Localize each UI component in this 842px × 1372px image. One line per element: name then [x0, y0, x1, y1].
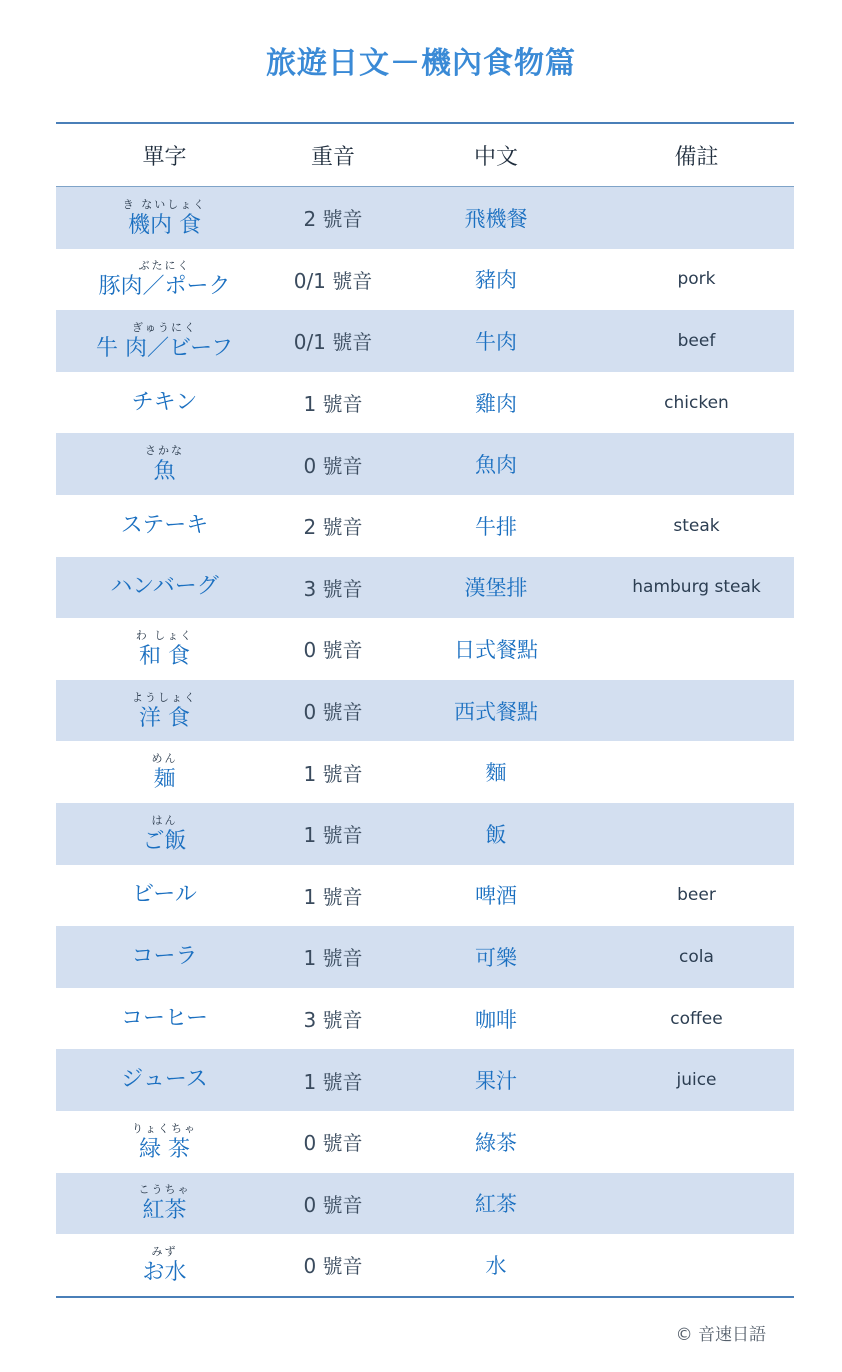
- word-cell: [56, 803, 273, 865]
- chinese-cell: 水: [485, 1253, 507, 1278]
- furigana: こうちゃ: [138, 1183, 191, 1197]
- note-cell: juice: [676, 1070, 717, 1091]
- japanese-word: 和 食: [139, 643, 190, 669]
- accent-cell: 0 號音: [303, 453, 363, 478]
- word-cell: [56, 1173, 273, 1235]
- copyright-footer: © 音速日語: [675, 1325, 766, 1345]
- accent-cell: 3 號音: [303, 1008, 363, 1033]
- header-word: 單字: [142, 144, 187, 170]
- table-row: [56, 1111, 794, 1173]
- table-row: [56, 926, 794, 988]
- note-cell: [599, 1173, 794, 1235]
- note-cell: [599, 1111, 794, 1173]
- accent-cell: 1 號音: [303, 823, 363, 848]
- furigana: き ないしょく: [122, 197, 207, 211]
- japanese-word: チキン: [131, 389, 198, 415]
- note-cell: steak: [673, 515, 720, 536]
- accent-cell: 2 號音: [303, 207, 363, 232]
- word-cell: [56, 1234, 273, 1296]
- accent-cell: 1 號音: [303, 946, 363, 971]
- japanese-word: 魚: [153, 459, 176, 485]
- note-cell: [599, 1234, 794, 1296]
- word-cell: [56, 618, 273, 680]
- note-cell: beer: [677, 885, 716, 906]
- accent-cell: 3 號音: [303, 576, 363, 601]
- table-row: [56, 433, 794, 495]
- note-cell: [599, 741, 794, 803]
- table-row: [56, 187, 794, 249]
- note-cell: [599, 803, 794, 865]
- note-cell: pork: [677, 269, 716, 290]
- furigana: ようしょく: [132, 690, 197, 704]
- chinese-cell: 綠茶: [475, 1130, 517, 1155]
- japanese-word: ビール: [132, 882, 197, 908]
- chinese-cell: 牛肉: [475, 329, 517, 354]
- chinese-cell: 牛排: [475, 514, 517, 539]
- table-row: [56, 1173, 794, 1235]
- note-cell: cola: [679, 946, 714, 967]
- note-cell: [599, 433, 794, 495]
- furigana: りょくちゃ: [132, 1121, 197, 1135]
- table-row: [56, 495, 794, 557]
- word-cell: [56, 1049, 273, 1111]
- word-cell: [56, 741, 273, 803]
- note-cell: beef: [677, 330, 716, 351]
- table-row: [56, 1049, 794, 1111]
- table-row: [56, 865, 794, 927]
- word-cell: [56, 187, 273, 249]
- chinese-cell: 西式餐點: [454, 699, 538, 724]
- table-row: [56, 557, 794, 619]
- table-row: [56, 249, 794, 311]
- chinese-cell: 日式餐點: [454, 637, 538, 662]
- furigana: はん: [151, 813, 178, 827]
- table-bottom-rule: [56, 1296, 794, 1298]
- chinese-cell: 紅茶: [475, 1192, 517, 1217]
- word-cell: [56, 680, 273, 742]
- page-title: 旅遊日文－機內食物篇: [266, 46, 576, 81]
- accent-cell: 1 號音: [303, 884, 363, 909]
- furigana: さかな: [145, 444, 184, 458]
- table-row: [56, 741, 794, 803]
- furigana: めん: [151, 752, 178, 766]
- japanese-word: コーラ: [131, 943, 198, 969]
- word-cell: [56, 372, 273, 434]
- chinese-cell: 飯: [485, 822, 507, 847]
- accent-cell: 0 號音: [303, 638, 363, 663]
- note-cell: [599, 187, 794, 249]
- word-cell: [56, 557, 273, 619]
- table-row: [56, 803, 794, 865]
- japanese-word: 紅茶: [142, 1198, 187, 1224]
- chinese-cell: 魚肉: [475, 453, 517, 478]
- header-chinese: 中文: [473, 144, 518, 170]
- japanese-word: 豚肉／ポーク: [98, 274, 231, 300]
- furigana: ぎゅうにく: [132, 320, 197, 334]
- table-row: [56, 618, 794, 680]
- header-accent: 重音: [310, 144, 355, 170]
- note-cell: [599, 618, 794, 680]
- note-cell: [599, 680, 794, 742]
- table-header: [56, 124, 794, 187]
- table-row: [56, 680, 794, 742]
- japanese-word: ステーキ: [120, 512, 209, 538]
- chinese-cell: 雞肉: [475, 391, 517, 416]
- vocabulary-table: [56, 122, 794, 1298]
- accent-cell: 1 號音: [303, 1069, 363, 1094]
- japanese-word: コーヒー: [120, 1005, 209, 1031]
- table-row: [56, 310, 794, 372]
- word-cell: [56, 310, 273, 372]
- table-row: [56, 988, 794, 1050]
- japanese-word: 緑 茶: [139, 1136, 190, 1162]
- japanese-word: 機内 食: [128, 212, 201, 238]
- chinese-cell: 啤酒: [475, 884, 517, 909]
- note-cell: coffee: [670, 1008, 723, 1029]
- japanese-word: 洋 食: [139, 705, 190, 731]
- japanese-word: 麺: [153, 767, 176, 793]
- accent-cell: 1 號音: [303, 761, 363, 786]
- table-row: [56, 372, 794, 434]
- chinese-cell: 飛機餐: [464, 206, 528, 231]
- japanese-word: 牛 肉／ビーフ: [95, 335, 233, 361]
- furigana: ぶたにく: [138, 259, 191, 273]
- chinese-cell: 果汁: [475, 1069, 517, 1094]
- japanese-word: ジュース: [121, 1067, 208, 1093]
- accent-cell: 0 號音: [303, 700, 363, 725]
- table-body: [56, 187, 794, 1296]
- word-cell: [56, 249, 273, 311]
- word-cell: [56, 988, 273, 1050]
- furigana: わ しょく: [135, 628, 194, 642]
- accent-cell: 0/1 號音: [293, 330, 373, 355]
- word-cell: [56, 495, 273, 557]
- chinese-cell: 豬肉: [475, 268, 517, 293]
- header-note: 備註: [674, 144, 719, 170]
- accent-cell: 1 號音: [303, 392, 363, 417]
- word-cell: [56, 926, 273, 988]
- chinese-cell: 咖啡: [475, 1007, 517, 1032]
- table-row: [56, 1234, 794, 1296]
- accent-cell: 0 號音: [303, 1131, 363, 1156]
- accent-cell: 0 號音: [303, 1192, 363, 1217]
- chinese-cell: 漢堡排: [464, 576, 528, 601]
- japanese-word: お水: [142, 1259, 187, 1285]
- word-cell: [56, 433, 273, 495]
- accent-cell: 2 號音: [303, 515, 363, 540]
- word-cell: [56, 865, 273, 927]
- japanese-word: ご飯: [142, 828, 187, 854]
- accent-cell: 0 號音: [303, 1254, 363, 1279]
- note-cell: hamburg steak: [632, 577, 761, 598]
- accent-cell: 0/1 號音: [293, 268, 373, 293]
- word-cell: [56, 1111, 273, 1173]
- chinese-cell: 可樂: [475, 945, 517, 970]
- note-cell: chicken: [664, 392, 729, 413]
- chinese-cell: 麵: [485, 761, 507, 786]
- furigana: みず: [151, 1244, 178, 1258]
- japanese-word: ハンバーグ: [110, 574, 219, 600]
